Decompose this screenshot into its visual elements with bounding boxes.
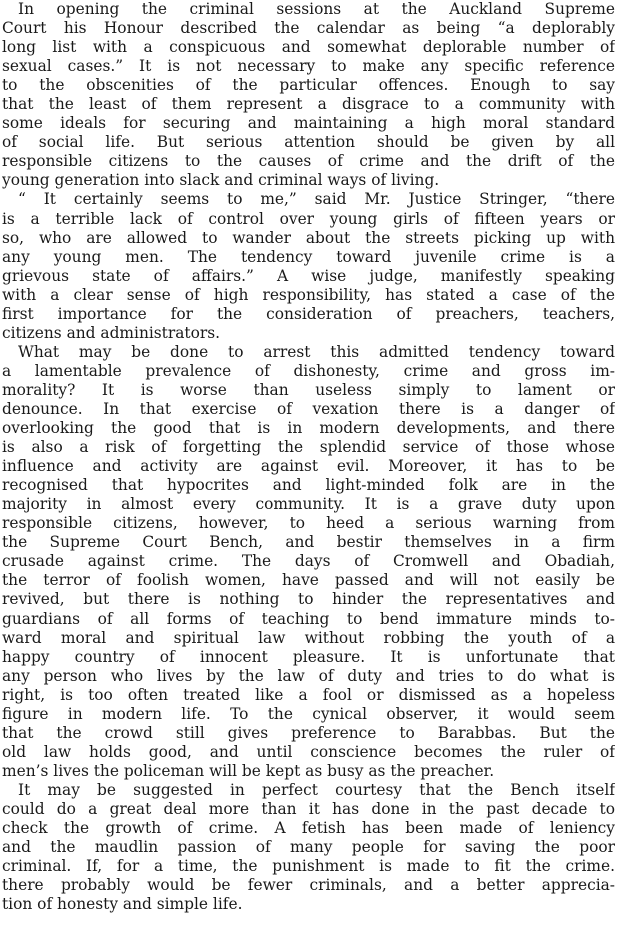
text-line: “ It certainly seems to me,” said Mr. Justice Stringer, “there	[18, 190, 615, 209]
text-line: Court his Honour described the calendar as being “a deplorably	[2, 19, 615, 38]
text-line: ward moral and spiritual law without robbing the youth of a	[2, 628, 615, 647]
paragraph-bench-leniency	[2, 781, 615, 914]
text-line: check the growth of crime. A fetish has been made of leniency	[2, 819, 615, 838]
text-line: sexual cases.” It is not necessary to make any specific reference	[2, 57, 615, 76]
text-line: is a terrible lack of control over young girls of fifteen years or	[2, 209, 615, 228]
text-line: is also a risk of forgetting the splendid service of those whose	[2, 438, 615, 457]
text-line: of social life. But serious attention should be given by all	[2, 133, 615, 152]
text-line: What may be done to arrest this admitted tendency toward	[18, 342, 615, 361]
text-line: and the maudlin passion of many people for saving the poor	[2, 838, 615, 857]
text-line: morality? It is worse than useless simply to lament or	[2, 380, 615, 399]
text-line: influence and activity are against evil. Moreover, it has to be	[2, 457, 615, 476]
text-line: old law holds good, and until conscience becomes the ruler of	[2, 742, 615, 761]
text-line: that the crowd still gives preference to Barabbas. But the	[2, 723, 615, 742]
text-line: grievous state of affairs.” A wise judge, manifestly speaking	[2, 266, 615, 285]
text-line: right, is too often treated like a fool or dismissed as a hopeless	[2, 685, 615, 704]
text-line: happy country of innocent pleasure. It is unfortunate that	[2, 647, 615, 666]
text-line: criminal. If, for a time, the punishment is made to fit the crime.	[2, 857, 615, 876]
text-line: there probably would be fewer criminals, and a better apprecia-	[2, 876, 615, 895]
text-line: responsible citizens to the causes of crime and the drift of the	[2, 152, 615, 171]
text-line: any person who lives by the law of duty and tries to do what is	[2, 666, 615, 685]
text-line: revived, but there is nothing to hinder the representatives and	[2, 590, 615, 609]
text-line: the Supreme Court Bench, and bestir themselves in a firm	[2, 533, 615, 552]
text-line: responsible citizens, however, to heed a serious warning from	[2, 514, 615, 533]
text-line: young generation into slack and criminal ways of living.	[2, 171, 440, 190]
text-line: crusade against crime. The days of Cromwell and Obadiah,	[2, 552, 615, 571]
text-line: so, who are allowed to wander about the streets picking up with	[2, 228, 615, 247]
text-line: to the obscenities of the particular offences. Enough to say	[2, 76, 615, 95]
text-line: overlooking the good that is in modern developments, and there	[2, 419, 615, 438]
text-line: long list with a conspicuous and somewhat deplorable number of	[2, 38, 615, 57]
text-line: recognised that hypocrites and light-minded folk are in the	[2, 476, 615, 495]
paragraph-arrest-tendency	[2, 343, 615, 781]
text-line: majority in almost every community. It is a grave duty upon	[2, 495, 615, 514]
text-line: that the least of them represent a disgrace to a community with	[2, 95, 615, 114]
text-line: some ideals for securing and maintaining a high moral standard	[2, 114, 615, 133]
text-line: In opening the criminal sessions at the Auckland Supreme	[18, 0, 615, 18]
text-line: a lamentable prevalence of dishonesty, crime and gross im-	[2, 361, 615, 380]
text-line: citizens and administrators.	[2, 323, 220, 342]
paragraph-calendar	[2, 0, 615, 190]
text-line: any young men. The tendency toward juvenile crime is a	[2, 247, 615, 266]
text-line: figure in modern life. To the cynical observer, it would seem	[2, 704, 615, 723]
text-line: the terror of foolish women, have passed and will not easily be	[2, 571, 615, 590]
text-line: tion of honesty and simple life.	[2, 895, 243, 914]
text-line: first importance for the consideration of preachers, teachers,	[2, 304, 615, 323]
text-line: guardians of all forms of teaching to bend immature minds to-	[2, 609, 615, 628]
text-line: men’s lives the policeman will be kept as busy as the preacher.	[2, 761, 495, 780]
text-line: denounce. In that exercise of vexation there is a danger of	[2, 399, 615, 418]
text-line: with a clear sense of high responsibility, has stated a case of the	[2, 285, 615, 304]
text-line: It may be suggested in perfect courtesy that the Bench itself	[18, 780, 615, 799]
text-line: could do a great deal more than it has done in the past decade to	[2, 799, 615, 818]
paragraph-justice-stringer	[2, 190, 615, 342]
